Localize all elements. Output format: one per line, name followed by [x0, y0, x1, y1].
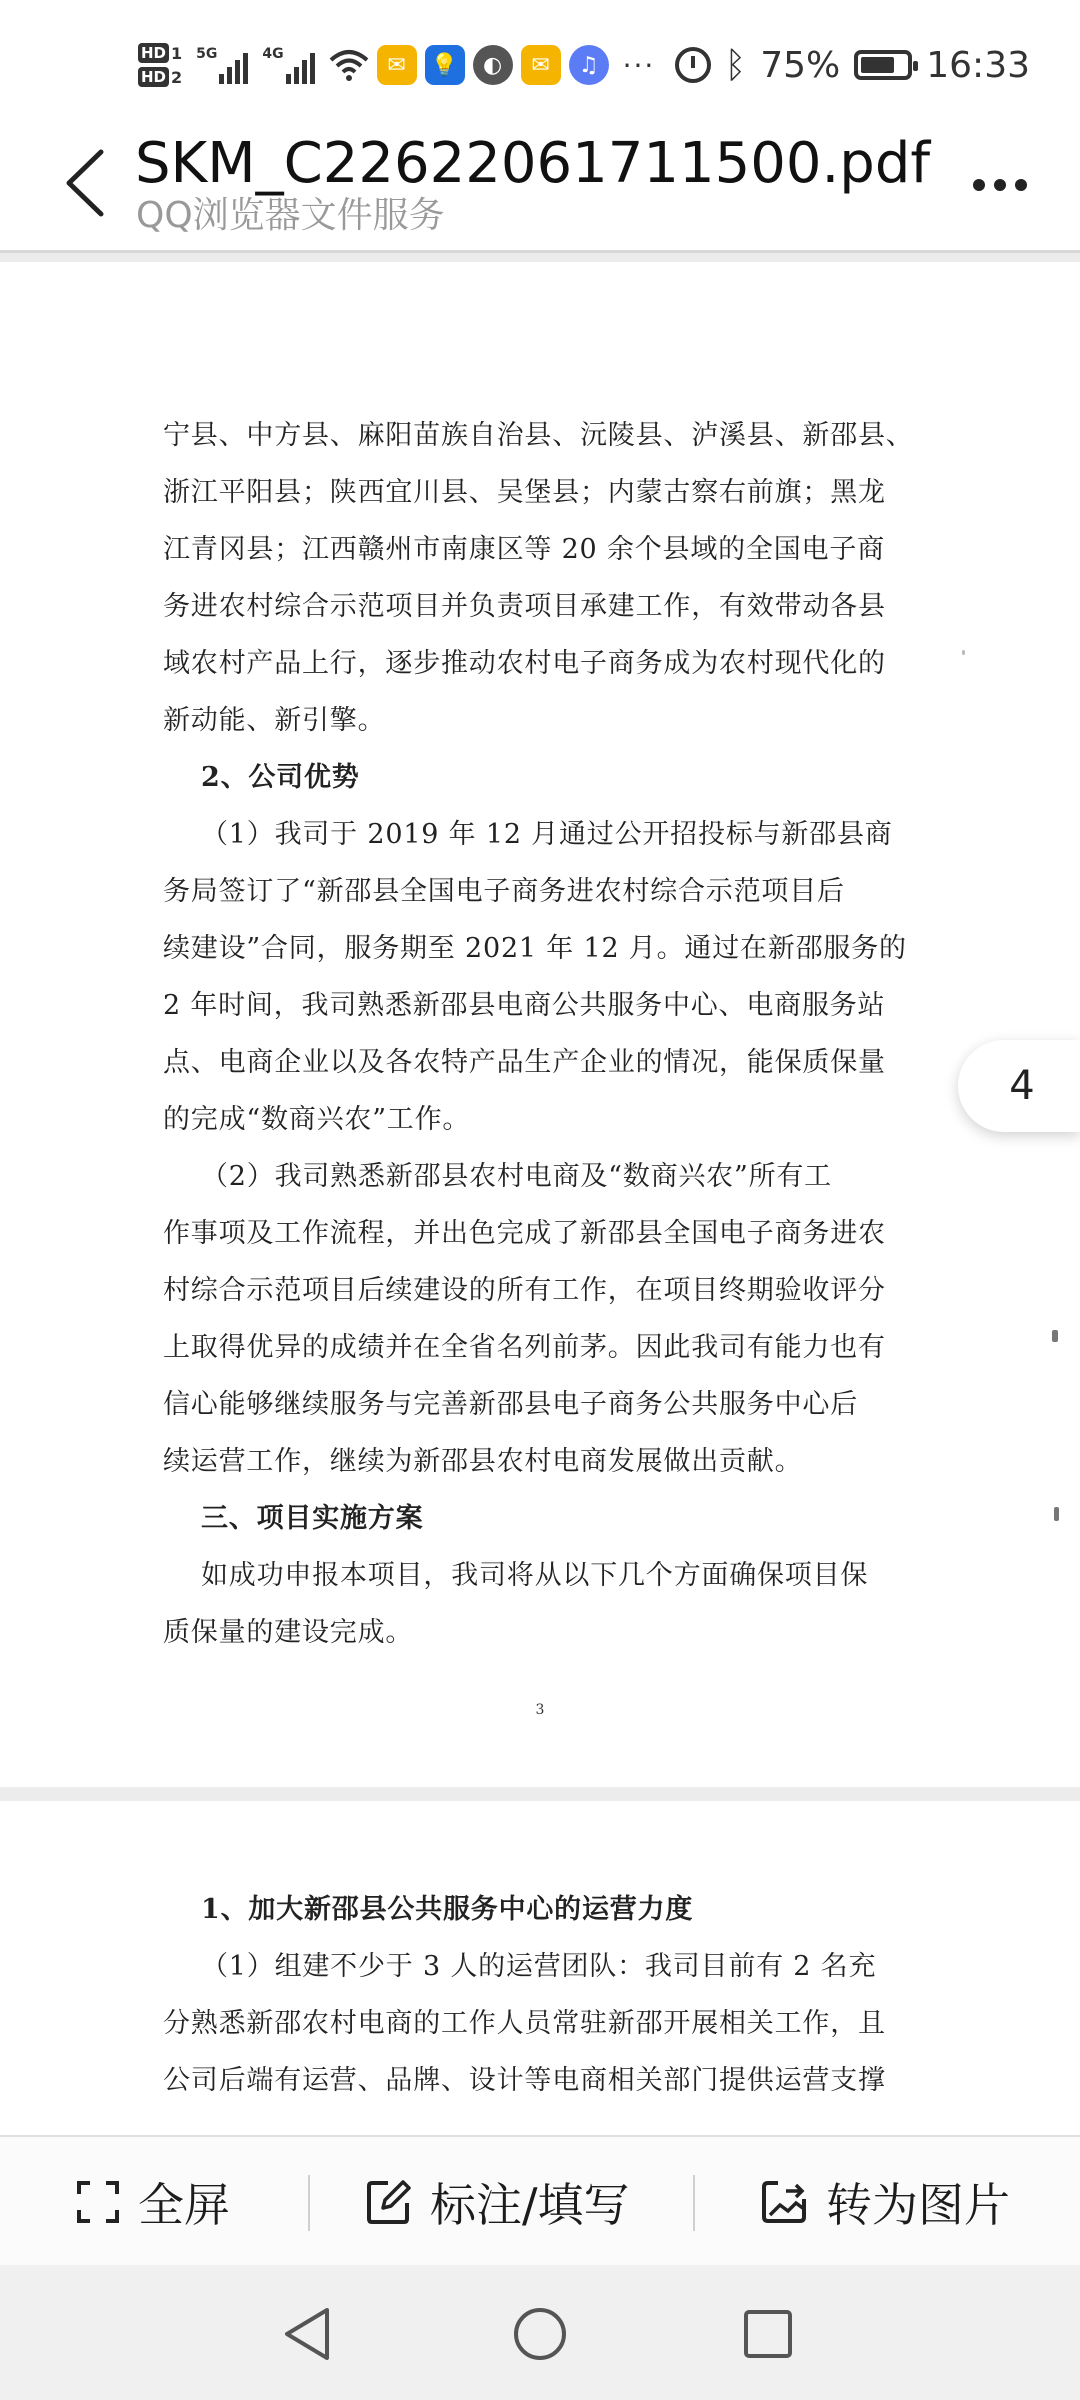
- doc-line: 如成功申报本项目，我司将从以下几个方面确保项目保: [201, 1560, 869, 1591]
- doc-line: 域农村产品上行，逐步推动农村电子商务成为农村现代化的: [163, 648, 886, 679]
- dot-icon: [994, 179, 1006, 191]
- doc-line: 上取得优异的成绩并在全省名列前茅。因此我司有能力也有: [163, 1332, 886, 1363]
- doc-heading: 2、公司优势: [201, 762, 360, 793]
- signal-5g-icon: [196, 46, 248, 84]
- pdf-viewer[interactable]: [0, 250, 1080, 2135]
- sim-2-label: 2: [171, 67, 183, 87]
- dot-icon: [1015, 179, 1027, 191]
- convert-to-image-label: 转为图片: [826, 2178, 1010, 2232]
- doc-line: 续建设”合同，服务期至 2021 年 12 月。通过在新邵服务的: [163, 933, 907, 964]
- hd-icon: HD: [138, 43, 169, 63]
- more-notifications-icon: ···: [622, 48, 656, 82]
- doc-line: （2）我司熟悉新邵县农村电商及“数商兴农”所有工: [201, 1161, 832, 1192]
- doc-line: 作事项及工作流程，并出色完成了新邵县全国电子商务进农: [163, 1218, 886, 1249]
- alarm-icon: [675, 47, 711, 83]
- wifi-icon: [329, 48, 369, 82]
- more-options-button[interactable]: [960, 160, 1040, 210]
- fullscreen-icon: [76, 2180, 120, 2224]
- annotate-button[interactable]: [366, 2137, 630, 2267]
- doc-line: 村综合示范项目后续建设的所有工作，在项目终期验收评分: [163, 1275, 886, 1306]
- doc-line: 宁县、中方县、麻阳苗族自治县、沅陵县、泸溪县、新邵县、: [163, 420, 914, 451]
- chevron-left-icon: [63, 148, 107, 218]
- network-4g-label: 4G: [262, 46, 284, 62]
- battery-icon: [854, 50, 912, 80]
- network-5g-label: 5G: [196, 46, 218, 62]
- file-source-subtitle: QQ浏览器文件服务: [136, 195, 445, 236]
- status-bar: [0, 0, 1080, 130]
- page-4-text: [163, 1881, 918, 2109]
- edit-icon: [366, 2179, 412, 2225]
- bulb-icon: 💡: [425, 45, 465, 85]
- sim-1-label: 1: [171, 43, 183, 63]
- doc-line: 点、电商企业以及各农特产品生产企业的情况，能保质保量: [163, 1047, 886, 1078]
- doc-line: 务局签订了“新邵县全国电子商务进农村综合示范项目后: [163, 876, 845, 907]
- doc-line: 2 年时间，我司熟悉新邵县电商公共服务中心、电商服务站: [163, 990, 886, 1021]
- doc-line: 续运营工作，继续为新邵县农村电商发展做出贡献。: [163, 1446, 803, 1477]
- circle-home-icon: [512, 2306, 568, 2362]
- doc-line: 浙江平阳县；陕西宜川县、吴堡县；内蒙古察右前旗；黑龙: [163, 477, 886, 508]
- status-left: [138, 30, 655, 100]
- doc-line: 公司后端有运营、品牌、设计等电商相关部门提供运营支撑: [163, 2065, 886, 2096]
- toolbar-divider: [308, 2175, 310, 2231]
- current-page-badge[interactable]: 4: [958, 1040, 1080, 1132]
- annotate-label: 标注/填写: [430, 2178, 630, 2232]
- battery-level: [861, 57, 894, 73]
- pdf-page-4: [0, 1801, 1080, 2135]
- battery-percent: 75%: [760, 44, 841, 86]
- pdf-page-3: [0, 262, 1080, 1787]
- status-right: [675, 30, 1030, 100]
- doc-line: 的完成“数商兴农”工作。: [163, 1104, 471, 1135]
- fullscreen-label: 全屏: [138, 2178, 230, 2232]
- square-recents-icon: [742, 2308, 794, 2360]
- doc-line: 务进农村综合示范项目并负责项目承建工作，有效带动各县: [163, 591, 886, 622]
- fullscreen-button[interactable]: [76, 2137, 230, 2267]
- page-3-text: [163, 407, 918, 1661]
- doc-heading: 1、加大新邵县公共服务中心的运营力度: [201, 1894, 694, 1925]
- scan-speck: [962, 650, 965, 655]
- sim-indicators: [138, 43, 182, 87]
- doc-line: 新动能、新引擎。: [163, 705, 386, 736]
- mail-icon: ✉: [377, 45, 417, 85]
- signal-4g-icon: [262, 46, 314, 84]
- scan-speck: [1054, 1507, 1059, 1521]
- doc-line: （1）我司于 2019 年 12 月通过公开招投标与新邵县商: [201, 819, 893, 850]
- doc-line: （1）组建不少于 3 人的运营团队：我司目前有 2 名充: [201, 1951, 877, 1982]
- ball-icon: ◐: [473, 45, 513, 85]
- file-title: SKM_C22622061711500.pdf: [135, 131, 931, 196]
- music-icon: ♫: [569, 45, 609, 85]
- doc-line: 江青冈县；江西赣州市南康区等 20 余个县域的全国电子商: [163, 534, 885, 565]
- system-nav-bar: [0, 2265, 1080, 2400]
- doc-line: 信心能够继续服务与完善新邵县电子商务公共服务中心后: [163, 1389, 858, 1420]
- scan-speck: [1052, 1330, 1058, 1342]
- doc-line: 分熟悉新邵农村电商的工作人员常驻新邵开展相关工作，且: [163, 2008, 886, 2039]
- doc-heading: 三、项目实施方案: [201, 1503, 424, 1534]
- toolbar-divider: [693, 2175, 695, 2231]
- nav-home-button[interactable]: [505, 2299, 575, 2369]
- back-button[interactable]: [50, 138, 120, 228]
- app-header: [0, 130, 1080, 250]
- doc-line: 质保量的建设完成。: [163, 1617, 414, 1648]
- convert-to-image-button[interactable]: [760, 2137, 1010, 2267]
- bottom-toolbar: [0, 2135, 1080, 2265]
- page-number: 3: [535, 1702, 545, 1718]
- clock: 16:33: [926, 44, 1030, 86]
- header-divider: [0, 250, 1080, 253]
- triangle-back-icon: [281, 2306, 333, 2362]
- mail-icon: ✉: [521, 45, 561, 85]
- dot-icon: [973, 179, 985, 191]
- hd-icon: HD: [138, 67, 169, 87]
- nav-back-button[interactable]: [272, 2299, 342, 2369]
- nav-recents-button[interactable]: [733, 2299, 803, 2369]
- image-convert-icon: [760, 2179, 808, 2225]
- bluetooth-icon: ᛒ: [724, 44, 747, 86]
